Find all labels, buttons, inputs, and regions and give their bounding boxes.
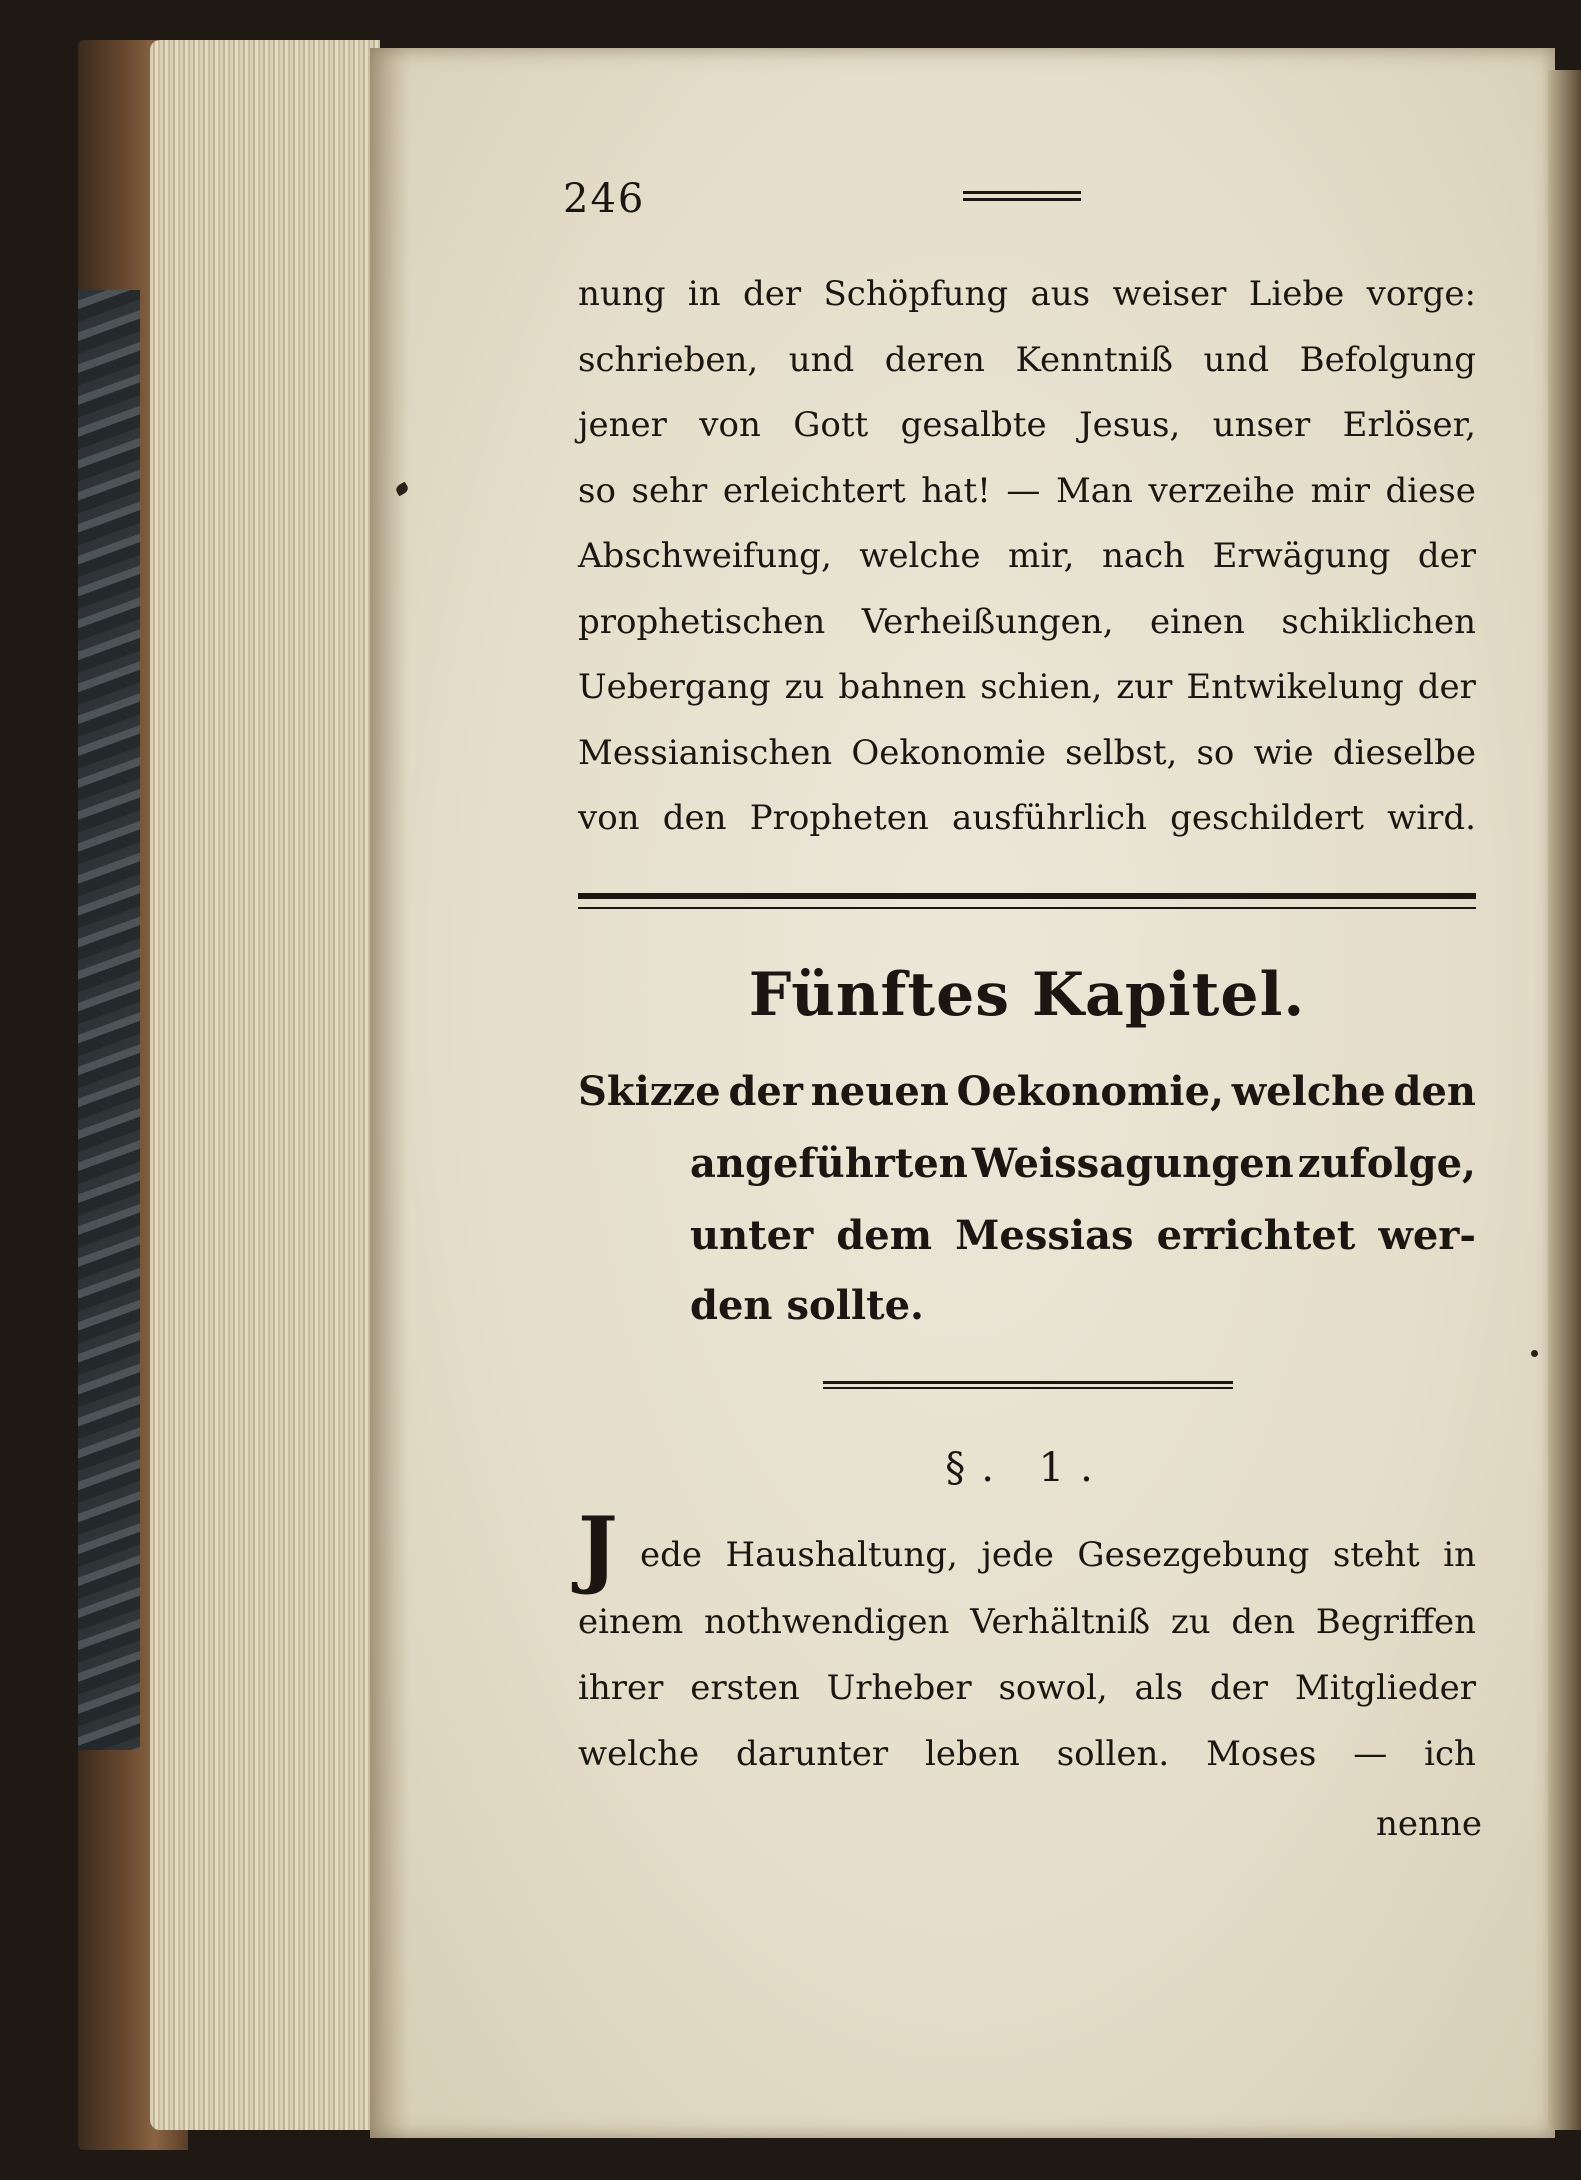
catchword: nenne — [1376, 1804, 1482, 1844]
word: Jesus, — [1078, 405, 1181, 445]
word: Messianischen — [578, 732, 833, 773]
paragraph1-line — [578, 602, 1476, 642]
word: der — [1417, 667, 1476, 707]
word: dieselbe — [1332, 732, 1476, 773]
word: den — [1393, 1068, 1476, 1115]
word: Uebergang — [578, 667, 771, 707]
word: darunter — [736, 1734, 889, 1774]
word: hat! — [921, 470, 991, 511]
word: angeführten — [690, 1140, 968, 1187]
word: Messias — [955, 1212, 1134, 1259]
word: selbst, — [1065, 732, 1178, 773]
word: Begriffen — [1315, 1602, 1476, 1642]
paragraph2-line — [578, 1602, 1476, 1642]
word: ersten — [690, 1668, 800, 1708]
word: Haushaltung, — [725, 1535, 958, 1575]
word: deren — [884, 339, 985, 380]
word: Abschweifung, — [578, 536, 832, 576]
word: mir, — [1007, 536, 1075, 576]
word: Verhältniß — [970, 1602, 1151, 1642]
word: einen — [1149, 601, 1245, 642]
word: von — [578, 798, 640, 838]
paragraph1-line — [578, 798, 1476, 838]
word: zu — [784, 667, 825, 707]
subtitle-line — [690, 1212, 1476, 1260]
word: Verheißungen, — [861, 601, 1114, 642]
word: wird. — [1387, 798, 1476, 838]
section-separator-rule — [578, 893, 1476, 909]
word: zur — [1116, 667, 1173, 707]
paragraph2-line — [578, 1734, 1476, 1774]
word: bahnen — [838, 667, 967, 707]
word: schiklichen — [1281, 601, 1476, 642]
word: diese — [1385, 470, 1476, 511]
word: errichtet — [1156, 1212, 1356, 1259]
word: Gesezgebung — [1077, 1535, 1310, 1575]
word: erleichtert — [722, 470, 906, 511]
word: einem — [578, 1602, 684, 1642]
word: geschildert — [1170, 798, 1364, 838]
short-rule — [823, 1381, 1233, 1389]
word: und — [1203, 339, 1270, 380]
word: schrieben, — [578, 339, 759, 380]
paragraph2-line — [578, 1668, 1476, 1708]
word: jener — [578, 405, 667, 445]
page-stack-edges — [150, 40, 380, 2130]
word: ich — [1424, 1734, 1476, 1774]
word: ihrer — [578, 1668, 664, 1708]
word: Man — [1055, 470, 1133, 511]
word: jede — [981, 1535, 1054, 1575]
word: — — [1353, 1734, 1388, 1774]
word: sehr — [631, 470, 708, 511]
word: sollen. — [1056, 1734, 1170, 1774]
paragraph1-line — [578, 471, 1476, 511]
word: der — [1209, 1668, 1269, 1708]
chapter-title: Fünftes Kapitel. — [748, 960, 1306, 1030]
word: in — [687, 274, 721, 314]
word: Oekonomie — [851, 732, 1046, 773]
word: mir — [1310, 470, 1370, 511]
subtitle-line — [690, 1282, 924, 1330]
word: Propheten — [749, 798, 929, 838]
paragraph1-line — [578, 405, 1476, 445]
word: — — [1006, 470, 1041, 511]
word: der — [743, 274, 802, 314]
word: weiser — [1112, 274, 1227, 314]
marbled-cover — [78, 290, 140, 1750]
word: zufolge, — [1297, 1140, 1476, 1187]
word: Erlöser, — [1342, 405, 1476, 445]
word: unter — [690, 1212, 814, 1259]
subtitle-line — [578, 1068, 1476, 1116]
word: prophetischen — [578, 601, 826, 642]
ink-dot — [1531, 1350, 1538, 1357]
word: verzeihe — [1148, 470, 1296, 511]
word: den — [1231, 1602, 1296, 1642]
word: den — [690, 1282, 773, 1329]
word: ede — [640, 1535, 703, 1575]
word: und — [788, 339, 855, 380]
paragraph1-line — [578, 733, 1476, 773]
word: Gott — [793, 405, 869, 445]
word: der — [1417, 536, 1476, 576]
word: Schöpfung — [823, 274, 1009, 314]
paragraph1-line — [578, 667, 1476, 707]
word: in — [1443, 1535, 1476, 1575]
word: dem — [836, 1212, 933, 1259]
word: Urheber — [826, 1668, 972, 1708]
word: welche — [578, 1734, 700, 1774]
page-number: 246 — [563, 176, 646, 222]
word: Kenntniß — [1015, 339, 1174, 380]
word: Liebe — [1248, 274, 1345, 314]
word: Erwägung — [1212, 536, 1391, 576]
facing-page-edge — [1548, 70, 1581, 2130]
word: so — [1196, 732, 1235, 773]
word: Entwikelung — [1186, 667, 1404, 707]
word: Oekonomie, — [956, 1068, 1224, 1115]
drop-cap: J — [578, 1498, 618, 1597]
word: steht — [1332, 1535, 1420, 1575]
word: Befolgung — [1299, 339, 1476, 380]
word: der — [728, 1068, 803, 1115]
paragraph1-line — [578, 536, 1476, 576]
word: so — [578, 470, 616, 511]
gutter-shadow — [370, 48, 410, 2138]
word: schien, — [980, 667, 1103, 707]
word: ausführlich — [952, 798, 1147, 838]
word: wer- — [1378, 1212, 1476, 1259]
word: sollte. — [786, 1282, 924, 1329]
word: nung — [578, 274, 666, 314]
word: unser — [1212, 405, 1311, 445]
word: von — [699, 405, 761, 445]
paragraph1-line — [578, 340, 1476, 380]
word: aus — [1030, 274, 1091, 314]
header-rule — [963, 191, 1081, 201]
paragraph2-line — [640, 1535, 1476, 1575]
word: neuen — [810, 1068, 949, 1115]
word: sowol, — [998, 1668, 1108, 1708]
word: Weissagungen — [971, 1140, 1294, 1187]
word: welche — [859, 536, 981, 576]
word: nach — [1101, 536, 1186, 576]
word: als — [1134, 1668, 1184, 1708]
word: vorge: — [1366, 274, 1476, 314]
word: nothwendigen — [703, 1602, 950, 1642]
word: welche — [1231, 1068, 1386, 1115]
word: leben — [925, 1734, 1020, 1774]
subtitle-line — [690, 1140, 1476, 1188]
word: den — [662, 798, 727, 838]
word: wie — [1253, 732, 1314, 773]
paragraph1-line — [578, 274, 1476, 314]
word: Skizze — [578, 1068, 721, 1115]
section-mark: §. 1. — [945, 1445, 1109, 1491]
word: gesalbte — [900, 405, 1047, 445]
word: Moses — [1206, 1734, 1317, 1774]
word: zu — [1170, 1602, 1211, 1642]
word: Mitglieder — [1294, 1668, 1476, 1708]
